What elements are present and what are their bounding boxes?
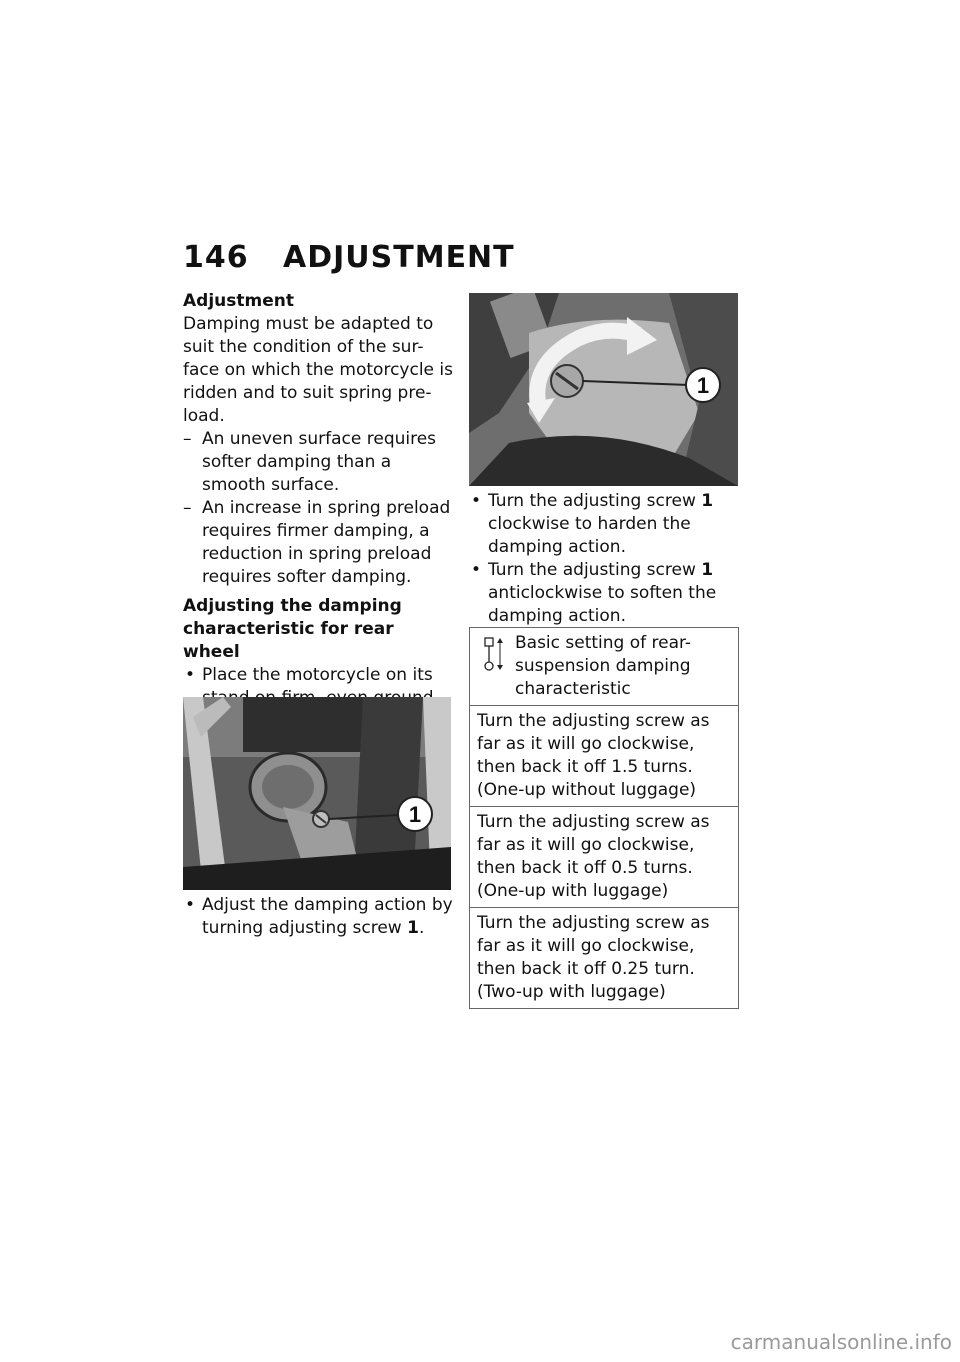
bullet-cw-text: Turn the adjusting screw (488, 491, 696, 511)
bullet-place-motorcycle: • Place the motorcycle on its (183, 664, 453, 710)
figure-adjusting-screw-rotation (469, 293, 738, 486)
bullet-adjust-text: Adjust the damping action by turning adjusting screw (202, 895, 453, 938)
left-column (183, 290, 453, 710)
bullet-clockwise (469, 490, 739, 559)
callout-number: 1 (408, 802, 422, 827)
rear-suspension-illustration (183, 697, 451, 890)
figure-rear-damping-adjuster (183, 697, 451, 890)
screw-rotation-illustration (469, 293, 738, 486)
section-heading-adjustment: Adjustment (183, 291, 294, 311)
left-column-lower (183, 894, 453, 940)
page-number: 146 (183, 240, 249, 275)
spec-row-one-up-no-luggage: Turn the adjusting screw as far as it will go clockwise, then back it off 1.5 turns. (One-up without luggage) (470, 705, 738, 806)
page-title: ADJUSTMENT (283, 240, 515, 275)
spec-table-heading: Basic setting of rear-suspension damping characteristic (515, 633, 692, 699)
spec-row-one-up-with-luggage: Turn the adjusting screw as far as it will go clockwise, then back it off 0.5 turns. (One-up with luggage) (470, 806, 738, 907)
watermark: carmanualsonline.info (730, 1330, 952, 1354)
spec-row-two-up-with-luggage: Turn the adjusting screw as far as it will go clockwise, then back it off 0.25 turn. (Two-up with luggage) (470, 907, 738, 1008)
suspension-spec-icon (480, 636, 506, 679)
callout-number: 1 (696, 373, 710, 398)
section-heading-damping: Adjusting the damping characteristic for rear wheel (183, 596, 402, 662)
screw-reference: 1 (701, 491, 714, 511)
screw-reference: 1 (407, 918, 419, 938)
intro-paragraph: Damping must be adapted to suit the condition of the sur-face on which the motorcycle is ridden and to suit spring pre-load. (183, 314, 453, 426)
bullet-adjust-damping (183, 894, 453, 940)
spring-strut-icon (480, 636, 506, 672)
spec-table (469, 627, 739, 1009)
bullet-ccw-suffix: anticlockwise to soften the damping action. (488, 583, 717, 626)
dash-item-spring-preload: – An increase in spring preload requires firmer damping, a reduction in spring preload requires softer damping. (183, 497, 453, 589)
dash-item-uneven-surface: – An uneven surface requires softer damping than a smooth surface. (183, 428, 453, 497)
spec-table-heading-cell (470, 628, 738, 705)
bullet-anticlockwise (469, 559, 739, 628)
bullet-adjust-period: . (418, 918, 425, 938)
right-column (469, 490, 739, 628)
bullet-ccw-text: Turn the adjusting screw (488, 560, 696, 580)
bullet-cw-suffix: clockwise to harden the damping action. (488, 514, 691, 557)
page-header (183, 240, 515, 275)
screw-reference: 1 (701, 560, 714, 580)
